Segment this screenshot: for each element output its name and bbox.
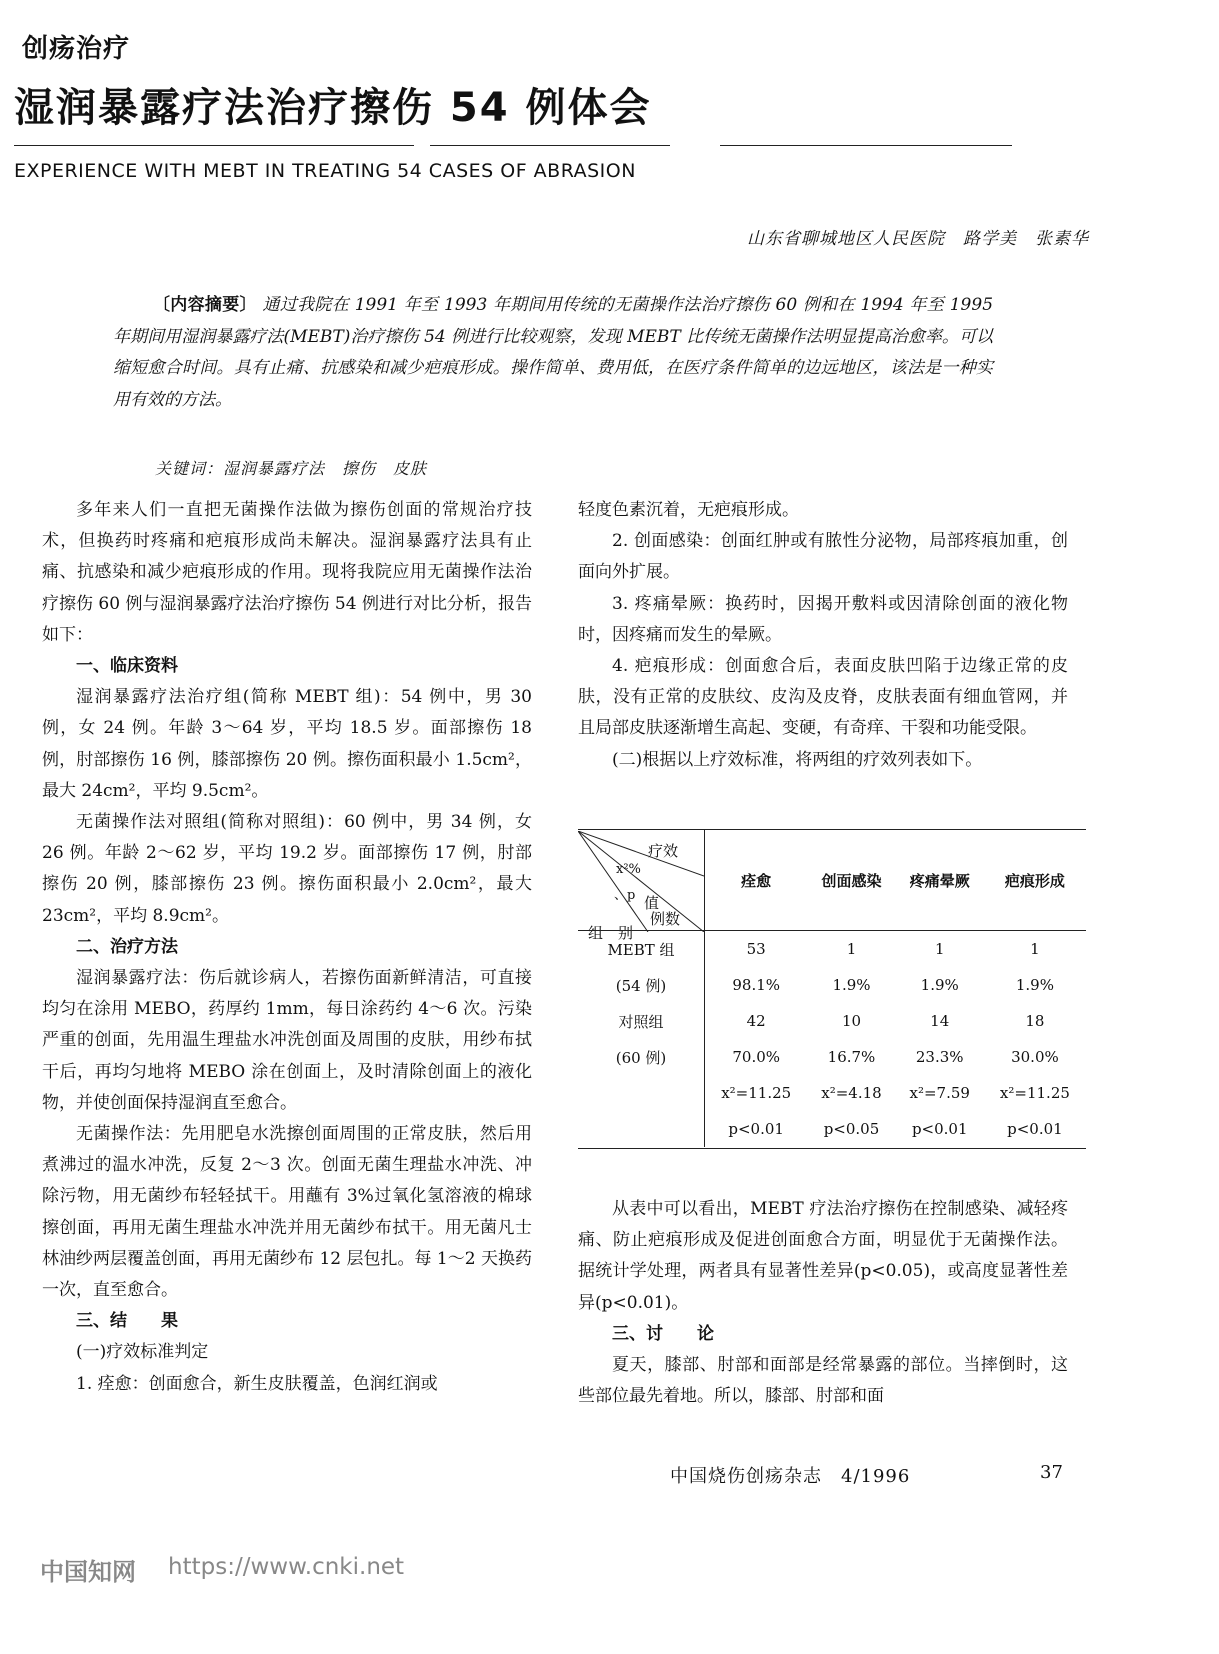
table-cell: x²=4.18 [821,1084,882,1102]
table-row [578,1111,1086,1147]
right-column-top [578,495,1068,776]
table-row [578,1039,1086,1075]
results-table [578,830,1086,1147]
cnki-watermark: 中国知网 [40,1558,136,1586]
paragraph: 3. 疼痛晕厥：换药时，因揭开敷料或因清除创面的液化物时，因疼痛而发生的晕厥。 [578,593,1068,645]
table-bottom-rule [578,1148,1086,1149]
corner-value: 值 [644,894,660,912]
corner-group: 组 别 [588,924,634,942]
corner-cases: 例数 [650,910,681,928]
table-row [578,1003,1086,1039]
table-cell: 23.3% [915,1048,964,1066]
table-cell: 1.9% [832,976,871,994]
column-header: 疼痛晕厥 [909,871,970,890]
corner-effect: 疗效 [648,842,679,860]
english-title: EXPERIENCE WITH MEBT IN TREATING 54 CASES OF ABRASION [14,160,636,182]
table-cell: 10 [841,1012,862,1030]
table-row [578,931,1086,968]
table-cell: p<0.01 [728,1120,784,1138]
table-cell: 14 [930,1012,950,1030]
table-cell: 1 [846,940,857,958]
authors: 山东省聊城地区人民医院 路学美 张素华 [747,229,1089,249]
left-column [42,495,532,1400]
paragraph: 轻度色素沉着，无疤痕形成。 [578,500,799,520]
paragraph: 湿润暴露疗法：伤后就诊病人，若擦伤面新鲜清洁，可直接均匀在涂用 MEBO，药厚约 1mm，每日涂药约 4～6 次。污染严重的创面，先用温生理盐水冲洗创面及周围的皮肤，用纱布拭干后，再均匀地将 MEBO 涂在创面上，及时清除创面上的液化物，并使创面保持湿润直至愈合。 [42,968,532,1113]
row-label [578,1111,705,1147]
row-label: 对照组 [578,1003,705,1039]
table-corner-cell [578,830,705,931]
section-heading: 二、治疗方法 [76,936,178,957]
table-cell: 70.0% [732,1048,781,1066]
row-label: (60 例) [578,1039,705,1075]
table-cell: 30.0% [1011,1048,1059,1066]
title-rule-middle [430,145,670,146]
paragraph: 4. 疤痕形成：创面愈合后，表面皮肤凹陷于边缘正常的皮肤，没有正常的皮肤纹、皮沟及皮脊，皮肤表面有细血管网，并且局部皮肤逐渐增生高起、变硬，有奇痒、干裂和功能受限。 [578,656,1068,739]
table-cell: 1.9% [1015,976,1054,994]
row-label: (54 例) [578,967,705,1003]
abstract [113,290,993,416]
table-cell: 1 [934,940,945,958]
section-tag: 创疡治疗 [22,34,131,64]
paragraph: (二)根据以上疗效标准，将两组的疗效列表如下。 [612,749,983,770]
table-row [578,1075,1086,1111]
paragraph: 从表中可以看出，MEBT 疗法治疗擦伤在控制感染、减轻疼痛、防止疤痕形成及促进创面愈合方面，明显优于无菌操作法。据统计学处理，两者具有显著性差异(p<0.05)，或高度显著性差异(p<0.01)。 [578,1199,1068,1313]
right-column-bottom [578,1194,1068,1412]
journal-footer: 中国烧伤创疡杂志 4/1996 [670,1466,911,1487]
table-cell: 18 [1025,1012,1045,1030]
table-cell: p<0.01 [1007,1120,1063,1138]
title-rule-right [720,145,1012,146]
cnki-url: https://www.cnki.net [168,1554,405,1580]
paragraph: 1. 痊愈：创面愈合，新生皮肤覆盖，色润红润或 [76,1373,438,1394]
column-header: 疤痕形成 [1004,871,1065,890]
keywords: 关键词：湿润暴露疗法 擦伤 皮肤 [155,459,428,478]
row-label: MEBT 组 [578,931,705,968]
paragraph: (一)疗效标准判定 [76,1342,209,1363]
section-heading: 三、讨 论 [612,1323,714,1344]
abstract-label: 〔内容摘要〕 [153,295,257,315]
table-cell: 1.9% [920,976,959,994]
section-heading: 三、结 果 [76,1311,178,1332]
paragraph: 2. 创面感染：创面红肿或有脓性分泌物，局部疼痕加重，创面向外扩展。 [578,531,1068,583]
table-cell: 53 [746,940,766,958]
paragraph: 无菌操作法：先用肥皂水洗擦创面周围的正常皮肤，然后用煮沸过的温水冲洗，反复 2～3 次。创面无菌生理盐水冲洗、冲除污物，用无菌纱布轻轻拭干。用蘸有 3%过氧化氢溶液的棉球擦创面，再用无菌生理盐水冲洗并用无菌纱布拭干。用无菌凡士林油纱两层覆盖创面，再用无菌纱布 12 层包扎。每 1～2 天换药一次，直至愈合。 [42,1124,532,1301]
paragraph: 夏天，膝部、肘部和面部是经常暴露的部位。当摔倒时，这些部位最先着地。所以，膝部、肘部和面 [578,1355,1068,1407]
title-rule-left [14,145,414,146]
page-number: 37 [1040,1462,1063,1483]
table-cell: p<0.01 [911,1120,968,1138]
corner-chi: x²% [616,862,641,877]
table-cell: x²=11.25 [721,1084,792,1102]
table-cell: 42 [746,1012,766,1030]
table-header-row [578,830,1086,931]
table-cell: 98.1% [732,976,781,994]
table-row [578,967,1086,1003]
table-cell: p<0.05 [823,1120,880,1138]
column-header: 创面感染 [821,871,882,890]
column-header: 痊愈 [741,871,772,890]
paragraph: 湿润暴露疗法治疗组(简称 MEBT 组)：54 例中，男 30 例，女 24 例。年龄 3～64 岁，平均 18.5 岁。面部擦伤 18 例，肘部擦伤 16 例，膝部擦伤 20 例。擦伤面积最小 1.5cm²，最大 24cm²，平均 9.5cm²。 [42,687,532,801]
abstract-text: 通过我院在 1991 年至 1993 年期间用传统的无菌操作法治疗擦伤 60 例和在 1994 年至 1995 年期间用湿润暴露疗法(MEBT)治疗擦伤 54 例进行比较观察，发现 MEBT 比传统无菌操作法明显提高治愈率。可以缩短愈合时间。具有止痛、抗感染和减少疤痕形成。操作简单、费用低，在医疗条件简单的边远地区，该法是一种实用有效的方法。 [113,295,994,410]
row-label [578,1075,705,1111]
table-cell: 16.7% [827,1048,876,1066]
paragraph: 多年来人们一直把无菌操作法做为擦伤创面的常规治疗技术，但换药时疼痛和疤痕形成尚未解决。湿润暴露疗法具有止痛、抗感染和减少疤痕形成的作用。现将我院应用无菌操作法治疗擦伤 60 例与湿润暴露疗法治疗擦伤 54 例进行对比分析，报告如下： [42,500,532,645]
table-cell: x²=11.25 [999,1084,1070,1102]
page-title: 湿润暴露疗法治疗擦伤 54 例体会 [14,85,652,131]
table-cell: 1 [1030,940,1040,958]
table-cell: x²=7.59 [909,1084,970,1102]
paragraph: 无菌操作法对照组(简称对照组)：60 例中，男 34 例，女 26 例。年龄 2～62 岁，平均 19.2 岁。面部擦伤 17 例，肘部擦伤 20 例，膝部擦伤 23 例。擦伤面积最小 2.0cm²，最大 23cm²，平均 8.9cm²。 [42,812,532,926]
corner-p: 、p [614,888,636,903]
section-heading: 一、临床资料 [76,656,178,677]
